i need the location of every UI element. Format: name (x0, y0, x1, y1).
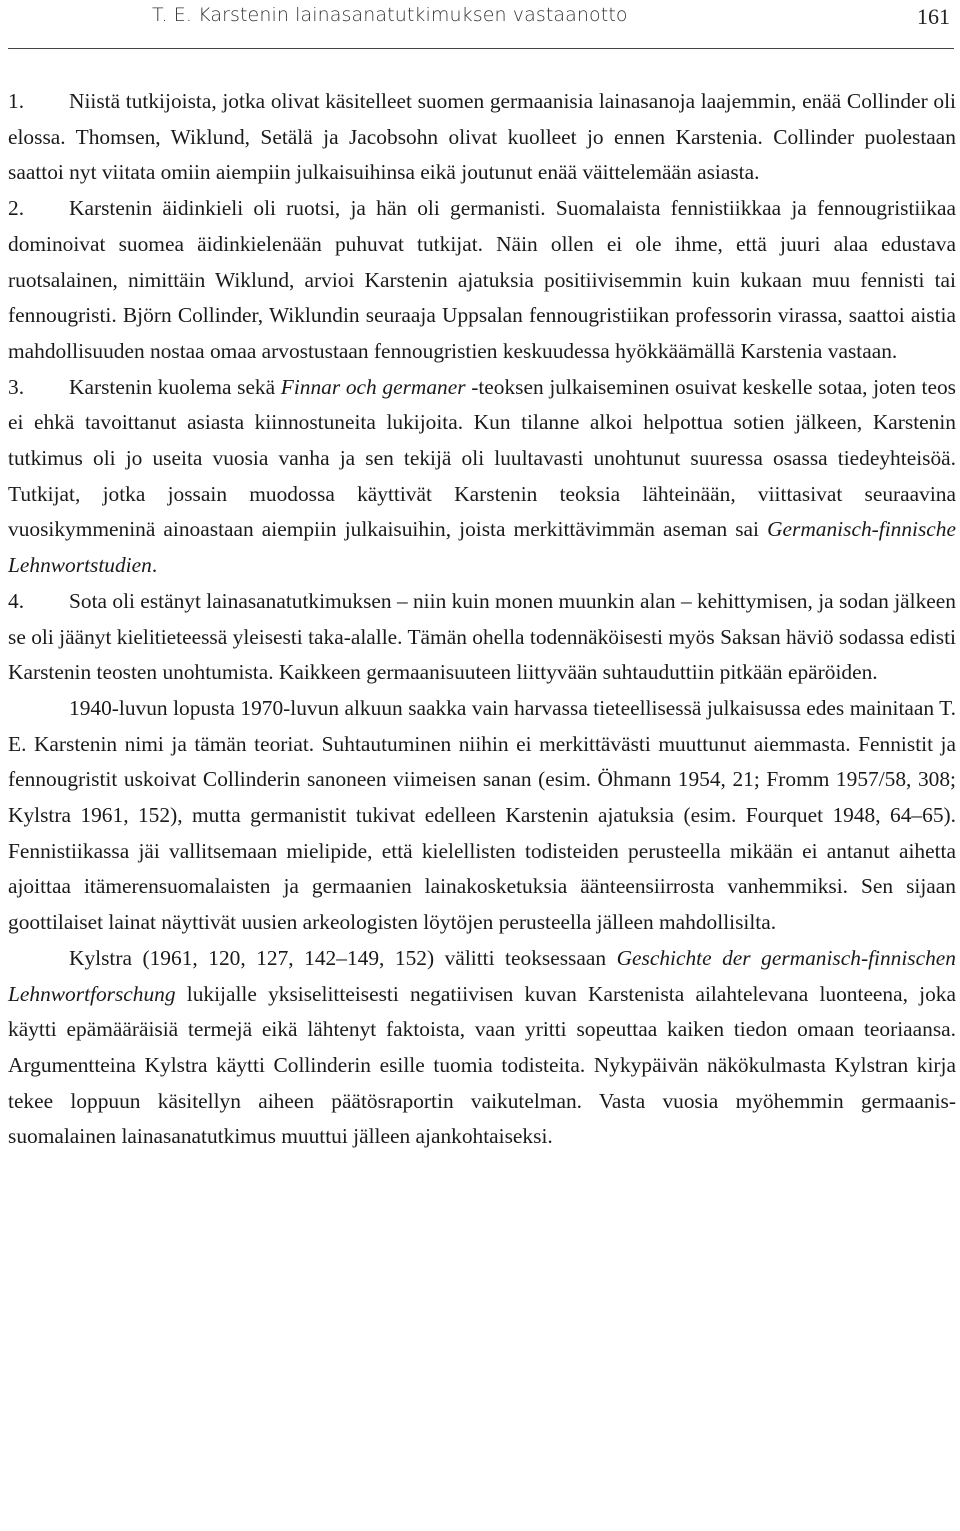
book-title: Germanisch-finnische Lehnwortstudien (8, 517, 956, 578)
note-text: Karstenin äidinkieli oli ruotsi, ja hän oli germanisti. Suomalaista fennistiikkaa ja fennougristiikaa dominoivat suomea äidinkielenään puhuvat tutkijat. Näin ollen ei ole ihme, että juuri alaa edustava ruotsalainen, nimittäin Wiklund, arvioi Karstenin ajatuksia positiivisemmin kuin kukaan muu fennisti tai fennougristi. Björn Collinder, Wiklundin seuraaja Uppsalan fennougristiikan professorin virassa, saattoi aistia mahdollisuuden nostaa omaa arvostustaan fennougristien keskuudessa hyökkäämällä Karstenia vastaan. (8, 196, 956, 363)
note-text: Niistä tutkijoista, jotka olivat käsitelleet suomen germaanisia lainasanoja laajemmin, enää Collinder oli elossa. Thomsen, Wiklund, Setälä ja Jacobsohn olivat kuolleet jo ennen Karstenia. Collinder puolestaan saattoi nyt viitata omiin aiempiin julkaisuihinsa eikä joutunut enää väittelemään asiasta. (8, 89, 956, 185)
note-3 (8, 370, 956, 584)
paragraph: 1940-luvun lopusta 1970-luvun alkuun saakka vain harvassa tieteellisessä julkaisussa edes mainitaan T. E. Karstenin nimi ja tämän teoriat. Suhtautuminen niihin ei merkittävästi muuttunut aiemmasta. Fennistit ja fennougristit uskoivat Collinderin sanoneen viimeisen sanan (esim. Öhmann 1954, 21; Fromm 1957/58, 308; Kylstra 1961, 152), mutta germanistit tukivat edelleen Karstenin ajatuksia (esim. Fourquet 1948, 64–65). Fennistiikassa jäi vallitsemaan mielipide, että kielellisten todisteiden perusteella mikään ei antanut aihetta ajoittaa itämerensuomalaisten ja germaanien lainakosketuksia äänteensiirrosta vanhemmiksi. Sen sijaan goottilaiset lainat näyttivät uusien arkeologisten löytöjen perusteella jälleen mahdollisilta. (8, 695, 956, 935)
note-number: 2. (8, 196, 25, 221)
paragraph (8, 941, 956, 1155)
paragraph-text: Kylstra (1961, 120, 127, 142–149, 152) välitti teoksessaan (69, 945, 617, 970)
note-text: . (151, 553, 158, 578)
note-number: 4. (8, 588, 25, 613)
running-title: T. E. Karstenin lainasanatutkimuksen vastaanotto (152, 4, 628, 26)
book-title: Geschichte der germanisch-finnischen Lehnwortforschung (8, 945, 956, 1006)
note-text: -teoksen julkaiseminen osuivat keskelle sotaa, joten teos ei ehkä tavoittanut asiasta kiinnostuneita lukijoita. Kun tilanne alkoi helpottua sotien jälkeen, Karstenin tutkimus oli jo useita vuosia vanha ja sen tekijä oli luultavasti unohtunut suuressa osassa tiedeyhteisöä. Tutkijat, jotka jossain muodossa käyttivät Karstenin teoksia lähteinään, viittasivat seuraavina vuosikymmeninä ainoastaan aiempiin julkaisuihin, joista merkittävimmän aseman sai (8, 374, 956, 542)
note-2 (8, 191, 956, 370)
note-text: Sota oli estänyt lainasanatutkimuksen – niin kuin monen muunkin alan – kehittymisen, ja sodan jälkeen se oli jäänyt kielitieteessä yleisesti taka-alalle. Tämän ohella todennäköisesti myös Saksan häviö sodassa edisti Karstenin teosten unohtumista. Kaikkeen germaanisuuteen liittyvään suhtauduttiin pitkään epäröiden. (8, 588, 956, 685)
note-number: 1. (8, 89, 25, 113)
running-header (0, 0, 960, 36)
header-rule (8, 48, 954, 49)
page-number: 161 (917, 4, 950, 29)
note-4 (8, 584, 956, 691)
paragraph-text: lukijalle yksiselitteisesti negatiivisen kuvan Karstenista ailahtelevana luonteena, joka käytti epämääräisiä termejä eikä lähtenyt faktoista, vaan yritti sopeuttaa kaiken tiedon omaan teoriaansa. Argumentteina Kylstra käytti Collinderin esille tuomia todisteita. Nykypäivän näkökulmasta Kylstran kirja tekee loppuun käsitellyn aiheen päätösraportin vaikutelman. Vasta vuosia myöhemmin germaanis-suomalainen lainasanatutkimus muuttui jälleen ajankohtaiseksi. (8, 981, 956, 1149)
note-number: 3. (8, 374, 25, 399)
note-text: Karstenin kuolema sekä (69, 374, 281, 399)
book-title: Finnar och germaner (280, 374, 466, 399)
note-1 (8, 84, 956, 191)
page-body (8, 84, 956, 1155)
